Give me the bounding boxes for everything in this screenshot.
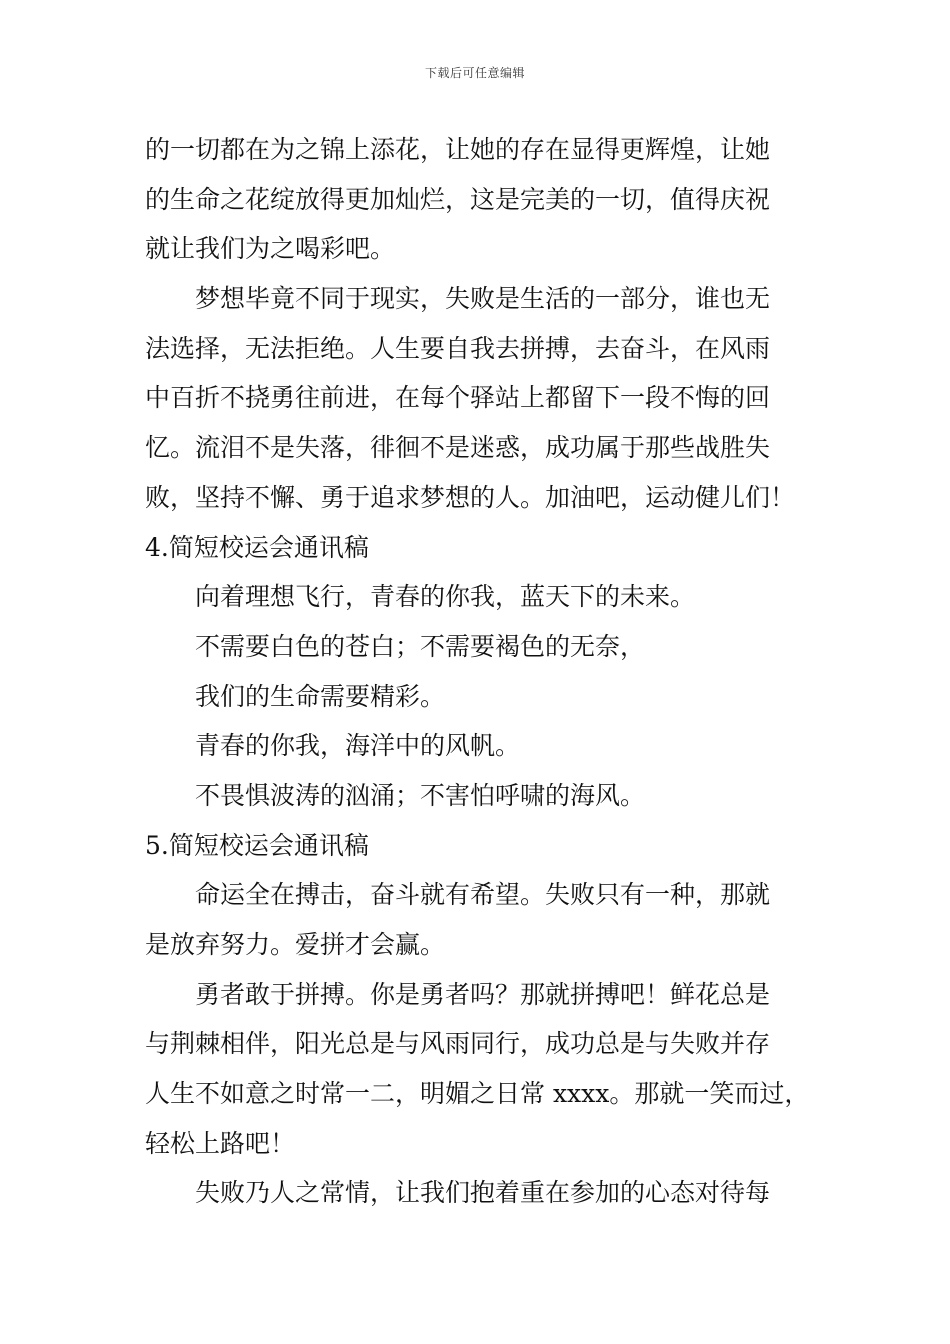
text-line: 法选择，无法拒绝。人生要自我去拼搏，去奋斗，在风雨 <box>145 333 771 363</box>
text-line: 中百折不挠勇往前进，在每个驿站上都留下一段不悔的回 <box>145 383 771 413</box>
text-line: 人生不如意之时常一二，明媚之日常 xxxx。那就一笑而过， <box>145 1079 810 1109</box>
text-line: 勇者敢于拼搏。你是勇者吗？那就拼搏吧！鲜花总是 <box>195 979 771 1009</box>
text-line: 命运全在搏击，奋斗就有希望。失败只有一种，那就 <box>195 880 771 910</box>
text-line: 梦想毕竟不同于现实，失败是生活的一部分，谁也无 <box>195 284 771 314</box>
text-line: 轻松上路吧！ <box>145 1128 296 1158</box>
text-line: 就让我们为之喝彩吧。 <box>145 234 396 264</box>
text-line: 是放弃努力。爱拼才会赢。 <box>145 930 446 959</box>
text-line: 我们的生命需要精彩。 <box>195 681 446 711</box>
section-heading: 5.简短校运会通讯稿 <box>145 830 369 860</box>
document-body <box>145 125 825 1218</box>
text-line: 忆。流泪不是失落，徘徊不是迷惑，成功属于那些战胜失 <box>145 433 771 463</box>
text-line: 败，坚持不懈、勇于追求梦想的人。加油吧，运动健儿们！ <box>145 482 796 512</box>
text-line: 与荆棘相伴，阳光总是与风雨同行，成功总是与失败并存 <box>145 1029 771 1059</box>
page-header: 下载后可任意编辑 <box>424 66 525 80</box>
text-line: 失败乃人之常情，让我们抱着重在参加的心态对待每 <box>195 1178 771 1208</box>
text-line: 的一切都在为之锦上添花，让她的存在显得更辉煌，让她 <box>145 135 771 164</box>
text-line: 不需要白色的苍白；不需要褐色的无奈， <box>195 631 646 661</box>
section-heading: 4.简短校运会通讯稿 <box>145 532 369 562</box>
text-line: 向着理想飞行，青春的你我，蓝天下的未来。 <box>195 582 696 612</box>
text-line: 的生命之花绽放得更加灿烂，这是完美的一切，值得庆祝 <box>145 184 771 214</box>
text-line: 不畏惧波涛的汹涌；不害怕呼啸的海风。 <box>195 780 646 810</box>
text-line: 青春的你我，海洋中的风帆。 <box>195 731 521 761</box>
